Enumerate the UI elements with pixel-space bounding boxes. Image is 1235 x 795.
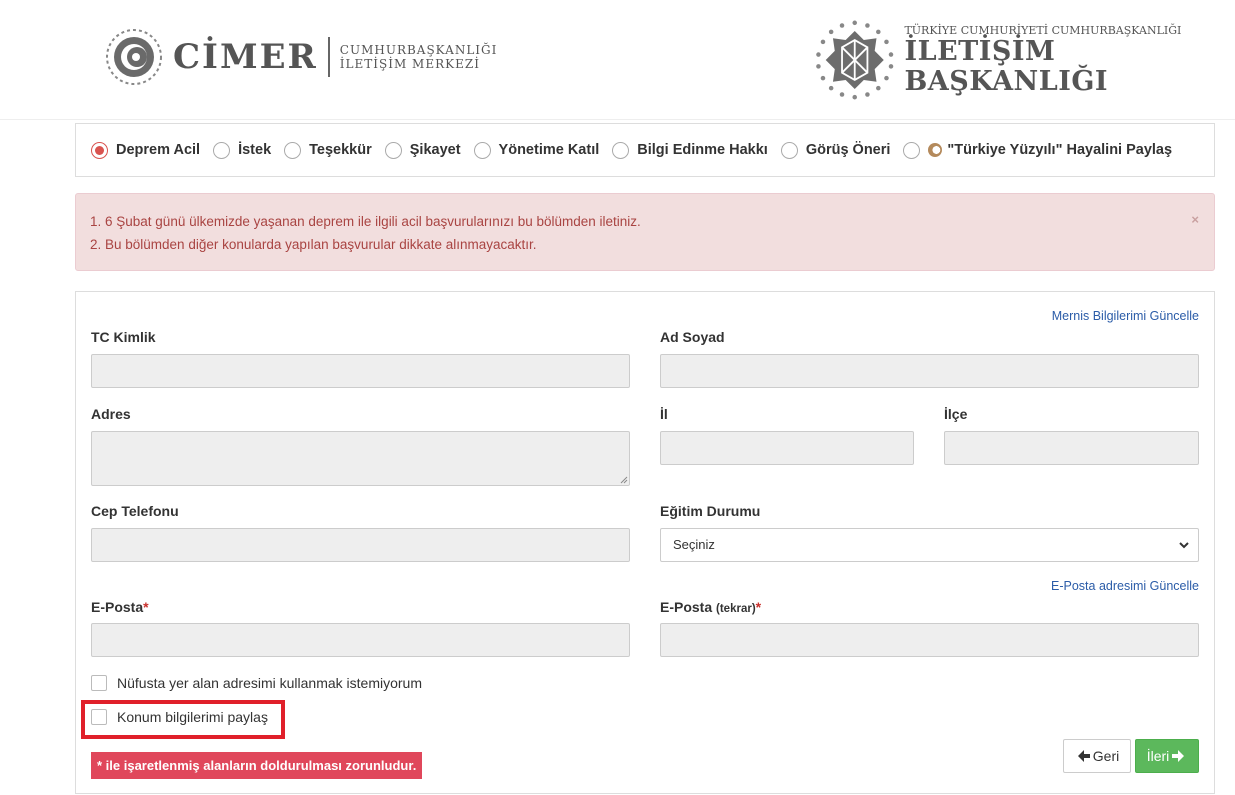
cimer-logo-block[interactable]: [105, 28, 497, 86]
email-update-link[interactable]: E-Posta adresimi Güncelle: [1051, 579, 1199, 593]
ilce-label: İlçe: [944, 406, 968, 422]
iletisim-subtitle: TÜRKİYE CUMHURİYETİ CUMHURBAŞKANLIĞI: [904, 23, 1182, 37]
application-type-selector: [75, 123, 1215, 177]
radio-button[interactable]: [385, 142, 402, 159]
mernis-update-link[interactable]: Mernis Bilgilerimi Güncelle: [1051, 309, 1199, 323]
type-option-label: Bilgi Edinme Hakkı: [637, 142, 768, 158]
radio-button[interactable]: [91, 142, 108, 159]
type-option-label: "Türkiye Yüzyılı" Hayalini Paylaş: [947, 142, 1173, 158]
nufus-address-checkbox-row[interactable]: [91, 675, 422, 691]
radio-button[interactable]: [903, 142, 920, 159]
alert-close-button[interactable]: ×: [1191, 212, 1199, 227]
nufus-address-checkbox-label: Nüfusta yer alan adresimi kullanmak istemiyorum: [117, 675, 422, 691]
type-option-label: Teşekkür: [309, 142, 372, 158]
eposta-tekrar-label-text: E-Posta: [660, 599, 713, 615]
eposta-tekrar-label: [660, 599, 761, 615]
radio-button[interactable]: [781, 142, 798, 159]
type-option-label: Deprem Acil: [116, 142, 201, 158]
chevron-down-icon: [1178, 539, 1190, 551]
eposta-input[interactable]: [91, 623, 630, 657]
type-option-yonetime-katil[interactable]: [474, 142, 600, 159]
egitim-durumu-select[interactable]: [660, 528, 1199, 562]
eposta-tekrar-input[interactable]: [660, 623, 1199, 657]
cimer-logo-icon: [105, 28, 163, 86]
required-fields-note: * ile işaretlenmiş alanların doldurulması zorunludur.: [91, 752, 422, 779]
radio-button[interactable]: [474, 142, 491, 159]
arrow-left-icon: [1078, 750, 1090, 762]
eposta-label: [91, 599, 149, 615]
type-option-label: Görüş Öneri: [805, 142, 891, 158]
type-option-tesekkur[interactable]: [284, 142, 372, 159]
personal-info-form: [75, 291, 1215, 794]
radio-button[interactable]: [213, 142, 230, 159]
cimer-subtitle-line2: İLETİŞİM MERKEZİ: [339, 57, 480, 71]
type-option-sikayet[interactable]: [385, 142, 461, 159]
next-button[interactable]: [1135, 739, 1199, 773]
adres-textarea[interactable]: [91, 431, 630, 486]
required-mark: *: [755, 599, 762, 615]
required-mark: *: [143, 599, 149, 615]
iletisim-title: [904, 24, 1235, 97]
iletisim-heading: İLETİŞİM BAŞKANLIĞI: [904, 35, 1109, 97]
nufus-address-checkbox[interactable]: [91, 675, 107, 691]
ilce-input[interactable]: [944, 431, 1199, 465]
ad-soyad-input[interactable]: [660, 354, 1199, 388]
cimer-wordmark: CİMER: [173, 37, 318, 77]
type-option-label: Şikayet: [409, 142, 461, 158]
turkiye-yuzyili-logo-icon: [928, 143, 942, 157]
konum-checkbox-label: Konum bilgilerimi paylaş: [117, 709, 268, 725]
alert-line-2: 2. Bu bölümden diğer konularda yapılan başvurular dikkate alınmayacaktır.: [90, 237, 537, 252]
radio-button[interactable]: [284, 142, 301, 159]
type-option-gorus-oneri[interactable]: [781, 142, 891, 159]
type-option-bilgi-edinme[interactable]: [612, 142, 768, 159]
cep-telefonu-label: Cep Telefonu: [91, 503, 179, 519]
type-option-turkiye-yuzyili[interactable]: [903, 142, 1172, 159]
adres-label: Adres: [91, 406, 131, 422]
alert-line-1: 1. 6 Şubat günü ülkemizde yaşanan deprem ile ilgili acil başvurularınızı bu bölümden iletiniz.: [90, 214, 641, 229]
iletisim-logo-block[interactable]: [813, 14, 1235, 106]
resize-handle-icon[interactable]: [620, 476, 628, 484]
next-button-label: İleri: [1146, 748, 1170, 764]
egitim-durumu-label: Eğitim Durumu: [660, 503, 761, 519]
eposta-label-text: E-Posta: [91, 599, 144, 615]
tc-kimlik-label: TC Kimlik: [91, 329, 156, 345]
tc-kimlik-input[interactable]: [91, 354, 630, 388]
type-option-label: Yönetime Katıl: [498, 142, 600, 158]
egitim-durumu-selected: Seçiniz: [673, 537, 715, 552]
radio-button[interactable]: [612, 142, 629, 159]
il-input[interactable]: [660, 431, 914, 465]
cimer-subtitle: [340, 43, 498, 71]
type-option-deprem-acil[interactable]: [91, 142, 200, 159]
cimer-subtitle-line1: CUMHURBAŞKANLIĞI: [339, 43, 498, 57]
back-button-label: Geri: [1092, 748, 1120, 764]
eposta-tekrar-small: (tekrar): [716, 603, 756, 615]
arrow-right-icon: [1172, 750, 1184, 762]
type-option-istek[interactable]: [213, 142, 271, 159]
cep-telefonu-input[interactable]: [91, 528, 630, 562]
deprem-alert: [75, 193, 1215, 271]
back-button[interactable]: [1063, 739, 1131, 773]
ad-soyad-label: Ad Soyad: [660, 329, 725, 345]
konum-highlight-box: [81, 700, 285, 739]
il-label: İl: [660, 406, 668, 422]
type-option-label: İstek: [238, 142, 272, 158]
cimer-divider: [328, 37, 330, 77]
iletisim-seal-icon: [813, 14, 896, 106]
site-header: [0, 0, 1235, 120]
